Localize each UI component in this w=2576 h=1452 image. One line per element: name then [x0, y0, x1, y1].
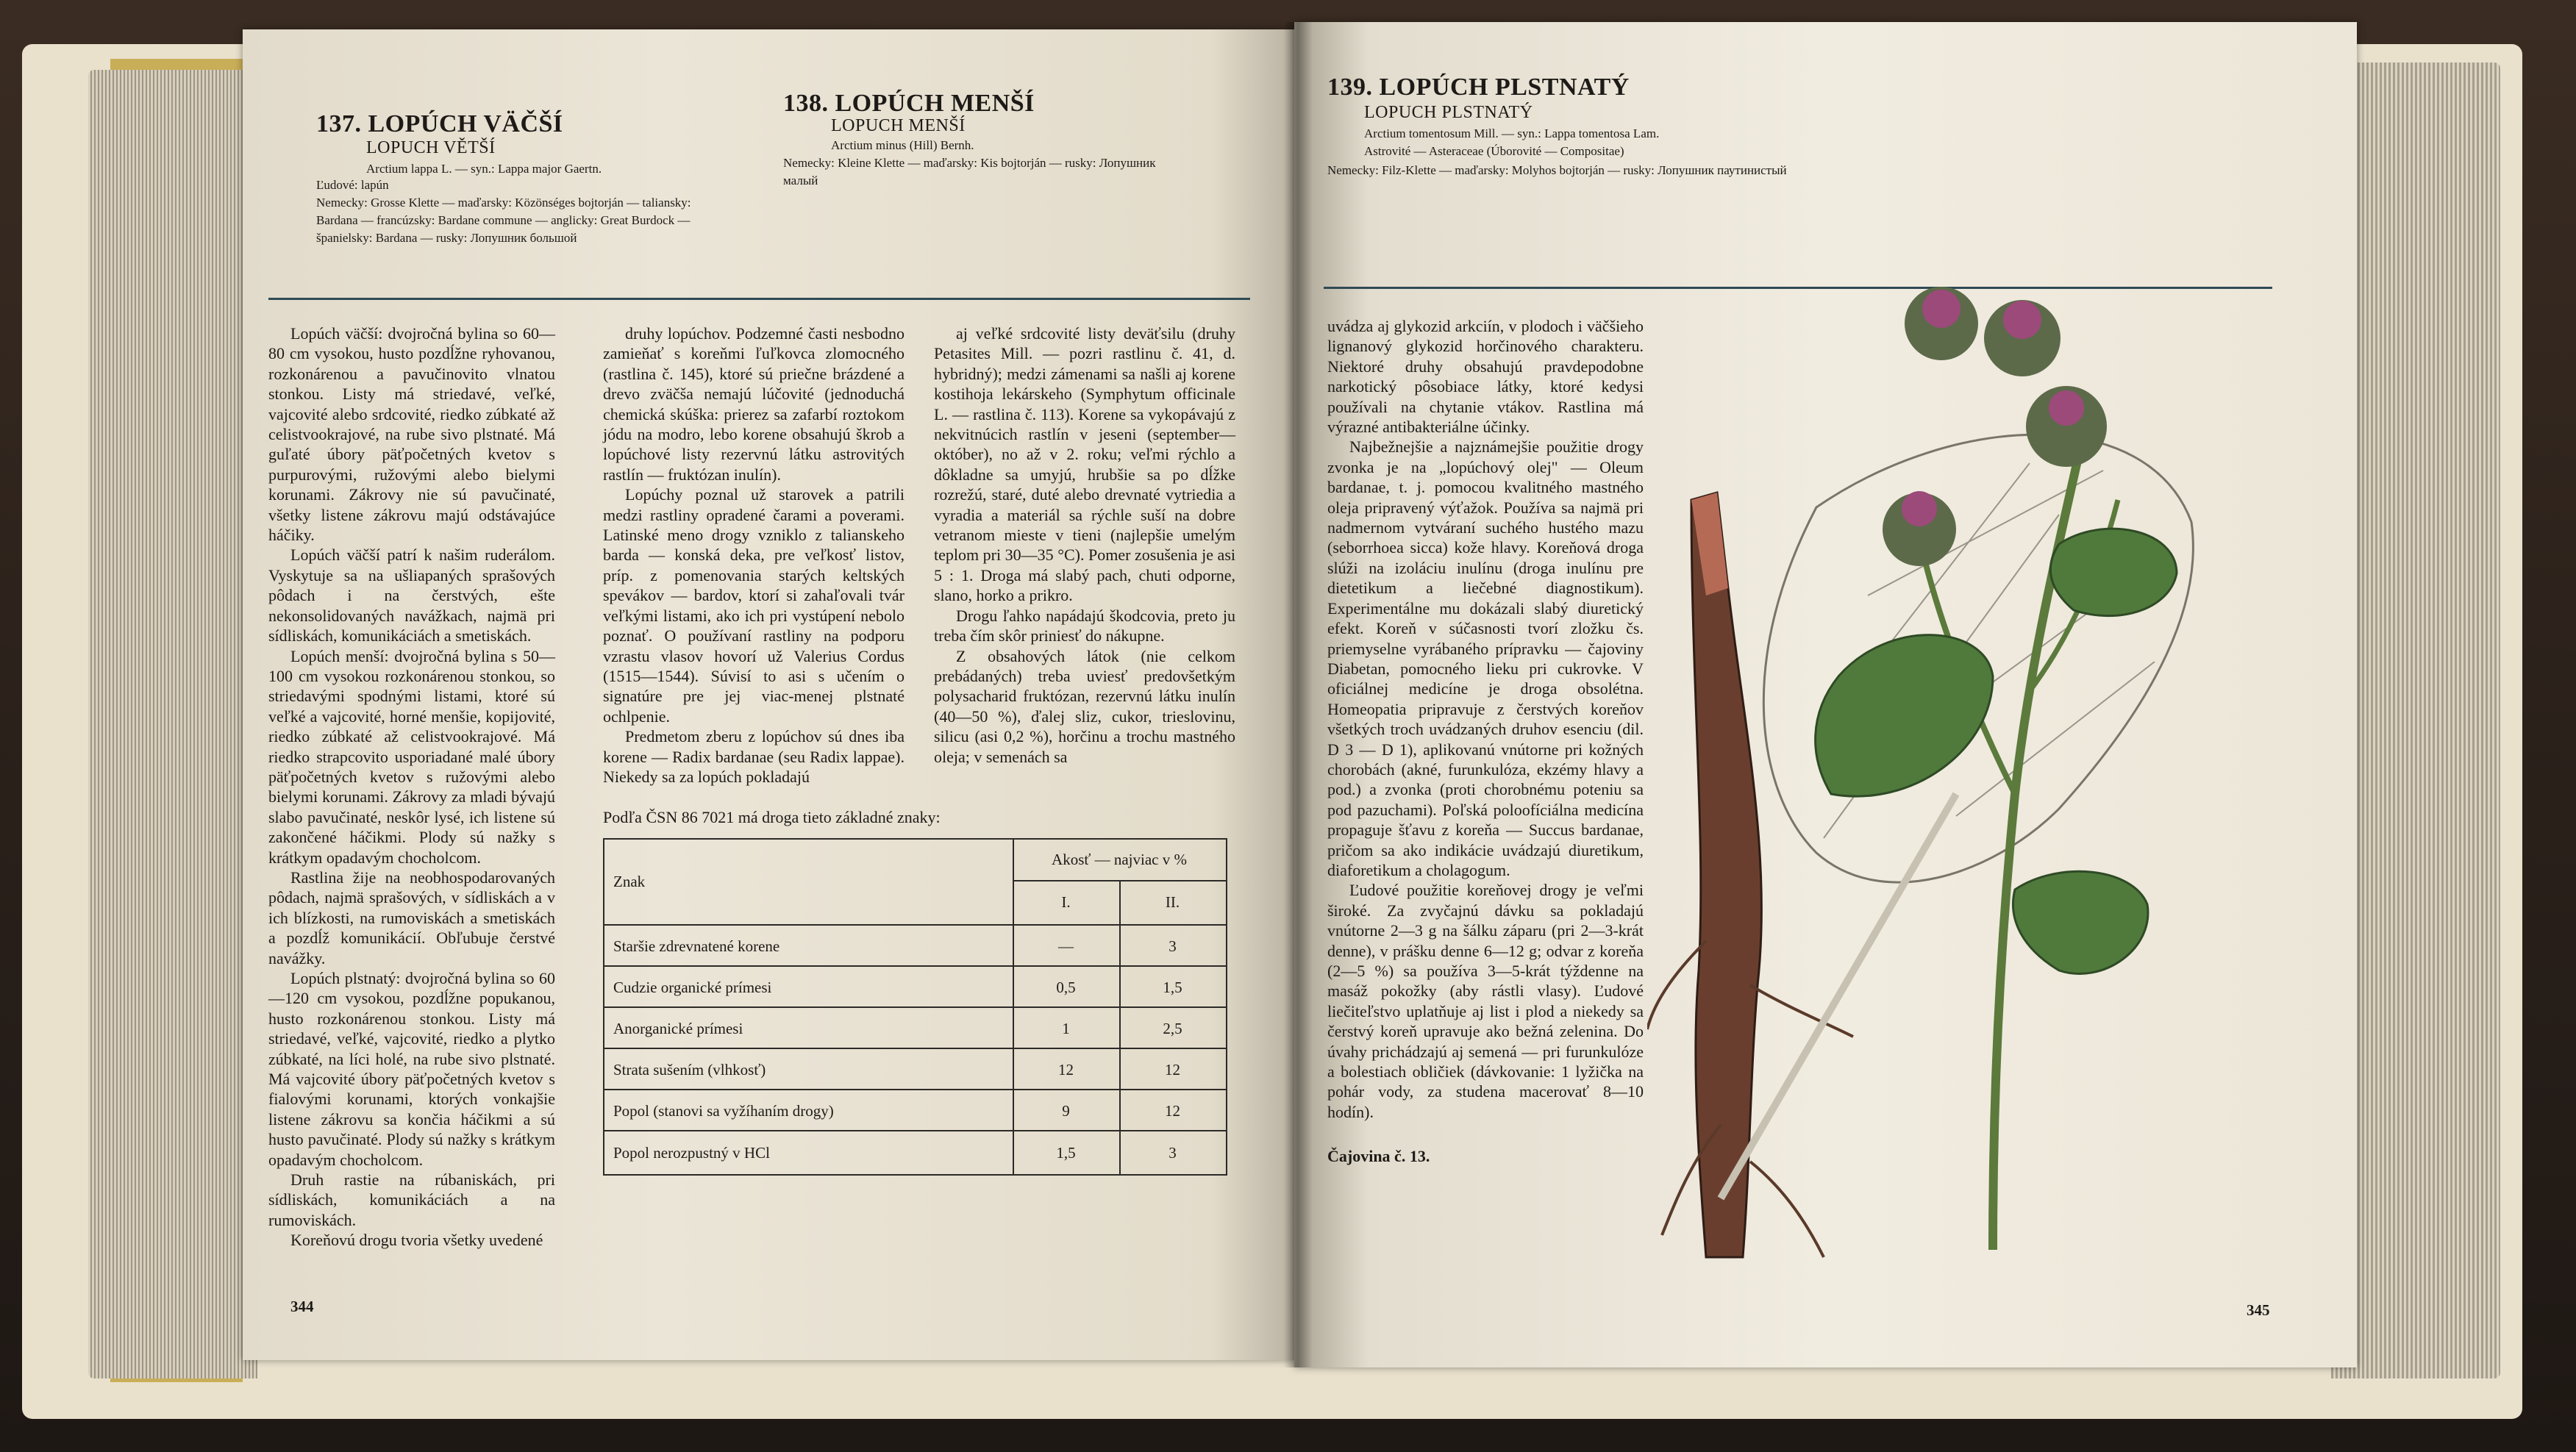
flower-bloom: [1922, 290, 1960, 328]
entry-137-latin: Arctium lappa L. — syn.: Lappa major Gaertn.: [366, 162, 602, 176]
table-cell-grade-1: 1: [1062, 1019, 1070, 1037]
entry-138-subtitle: LOPUCH MENŠÍ: [831, 116, 966, 135]
entry-139-title: 139. LOPÚCH PLSTNATÝ: [1327, 74, 1630, 101]
entry-137-names-1: Nemecky: Grosse Klette — maďarsky: Közönséges bojtorján — taliansky:: [316, 196, 691, 210]
flower-bloom: [2003, 301, 2041, 339]
entry-138-names-1: Nemecky: Kleine Klette — maďarsky: Kis bojtorján — rusky: Лопушник: [783, 156, 1156, 170]
table-row: [604, 965, 1226, 1008]
paragraph: aj veľké srdcovité listy deväťsilu (druhy Petasites Mill. — pozri rastlinu č. 41, d. hybridný); medzi zámenami sa našli aj korene kostihoja lekárskeho (Symphytum officinale L. — rastlina č. 113). Korene sa vykopávajú z nekvitnúcich rastlín v jeseni (september—október), no až v 2. roku; veľmi rýchlo a dôkladne sa umyjú, hrubšie sa po dĺžke rozrežú, staré, duté alebo drevnaté vytriedia a vyradia a materiál sa rýchle suší na dobre vetranom mieste v tieni (najlepšie umelým teplom pri 30—35 °C). Pomer zosušenia je asi 5 : 1. Droga má slabý pach, chuti odporne, slano, horko a prikro.: [934, 324, 1235, 605]
flower-bloom: [2049, 390, 2084, 426]
paragraph: Druh rastie na rúbaniskách, pri sídliskách, komunikáciách a na rumoviskách.: [268, 1170, 555, 1229]
table-cell-grade-1: 12: [1058, 1060, 1074, 1079]
paragraph: Lopúch väčší patrí k našim ruderálom. Vyskytuje sa na ušliapaných sprašových pôdach i na čerstvých, ešte nekonsolidovaných navážkach, najmä pri sídliskách, komunikáciách a smetiskách.: [268, 546, 555, 645]
entry-137-title: 137. LOPÚCH VÄČŠÍ: [316, 110, 563, 137]
table-cell-grade-2: 12: [1165, 1101, 1180, 1120]
entry-138-title: 138. LOPÚCH MENŠÍ: [783, 90, 1035, 117]
page-number-left: 344: [290, 1298, 314, 1315]
table-header-znak: Znak: [613, 873, 646, 890]
table-cell-name: Popol nerozpustný v HCl: [613, 1143, 770, 1162]
tea-reference: Čajovina č. 13.: [1327, 1147, 1430, 1165]
text-column-3: [934, 323, 1235, 767]
table-cell-name: Popol (stanovi sa vyžíhaním drogy): [613, 1101, 834, 1120]
left-page-stack: [88, 70, 257, 1378]
entry-137-names-3: španielsky: Bardana — rusky: Лопушник большой: [316, 231, 577, 245]
green-leaf: [1816, 635, 1993, 796]
text-column-1: [268, 323, 555, 1251]
table-header-group: Akosť — najviac v %: [1052, 851, 1187, 868]
table-cell-grade-1: 9: [1062, 1101, 1070, 1120]
table-cell-grade-2: 12: [1165, 1060, 1180, 1079]
table-cell-grade-1: —: [1058, 937, 1074, 955]
entry-138-latin: Arctium minus (Hill) Bernh.: [831, 138, 974, 152]
entry-137-folk: Ľudové: lapún: [316, 178, 389, 192]
table-cell-grade-2: 1,5: [1163, 978, 1182, 996]
table-row: [604, 1130, 1226, 1174]
paragraph: druhy lopúchov. Podzemné časti nesbodno zamieňať s koreňmi ľuľkovca zlomocného (rastlina č. 145), ktoré sú priečne brázdené a drevo zväčša nemajú lúčovité (jednoduchá chemická skúška: prierez sa zafarbí roztokom jódu na modro, lebo korene obsahujú škrob a lopúchové listy rezervnú látku astrovitých rastlín — fruktózan inulín).: [603, 324, 905, 484]
page-number-right: 345: [2247, 1301, 2270, 1319]
table-row: [604, 1089, 1226, 1131]
table-cell-name: Cudzie organické prímesi: [613, 978, 772, 996]
paragraph: Lopúchy poznal už starovek a patrili medzi rastliny opradené čarami a poverami. Latinské meno drogy vzniklo z talianskeho barda — konská deka, pre veľkosť listov, príp. z pomenovania starých keltských spevákov — bardov, ktorí si zahaľovali tvár veľkými listami, ako ich pri vystúpení nebolo poznať. O používaní rastliny na podporu vzrastu vlasov hovorí už Valerius Cordus (1515—1544). Súvisí to asi s učením o signatúre pre jej viac-menej plstnaté ochlpenie.: [603, 485, 905, 726]
quality-table: [603, 838, 1227, 1176]
paragraph: Ľudové použitie koreňovej drogy je veľmi široké. Za zvyčajnú dávku sa pokladajú vnútorne 2—3 g na šálku záparu (pri 2—3-krát denne), v prášku denne 6—12 g; odvar z koreňa (2—5 %) sa používa 3—5-krát týždenne na masáž pokožky (aby rástli vlasy). Ľudové liečiteľstvo uplatňuje aj list i plod a niekedy sa čerstvý koreň upravuje ako bežná zelenina. Do úvahy prichádzajú aj semená — pri furunkulóze a bolestiach obličiek (dávkovanie: 1 lyžička na pohár vody, za studena macerovať 8—10 hodín).: [1327, 881, 1644, 1121]
paragraph: Koreňovú drogu tvoria všetky uvedené: [290, 1231, 543, 1250]
table-cell-grade-1: 0,5: [1056, 978, 1076, 996]
paragraph: Z obsahových látok (nie celkom prebádaných) treba uviesť predovšetkým polysacharid fruktózan, rezervnú látku inulín (40—50 %), ďalej sliz, cukor, trieslovinu, silicu (asi 0,2 %), horčinu a trochu mastného oleja; v semenách sa: [934, 646, 1235, 766]
book-gutter: [1283, 22, 1313, 1367]
table-header-grade-2: II.: [1165, 893, 1180, 911]
paragraph: Lopúch menší: dvojročná bylina s 50—100 cm vysokou rozkonárenou stonkou, so striedavými spodnými listami, ktoré sú veľké a vajcovité, horné menšie, kopijovité, riedko zúbkaté až celistvookrajové. Má riedko strapcovito usporiadané malé úbory päťpočetných kvetov s ružovými alebo bielymi korunami. Zákrovy za mladi bývajú slabo pavučinaté, neskôr lysé, ich listene sú zakončené háčikmi. Plody sú nažky s krátkym opadavým chocholcom.: [268, 646, 555, 867]
burdock-illustration: [1647, 279, 2206, 1294]
entry-139-names: Nemecky: Filz-Klette — maďarsky: Molyhos bojtorján — rusky: Лопушник паутинистый: [1327, 163, 1787, 177]
entry-139-latin: Arctium tomentosum Mill. — syn.: Lappa tomentosa Lam.: [1364, 126, 1660, 140]
green-leaf: [2050, 529, 2177, 615]
table-header-grade-1: I.: [1061, 893, 1071, 911]
entry-139-subtitle: LOPUCH PLSTNATÝ: [1364, 103, 1533, 122]
text-column-right: [1327, 316, 1644, 1122]
table-cell-name: Staršie zdrevnatené korene: [613, 937, 780, 955]
table-cell-grade-2: 3: [1169, 1143, 1177, 1162]
table-cell-grade-2: 2,5: [1163, 1019, 1182, 1037]
table-intro: Podľa ČSN 86 7021 má droga tieto základné znaky:: [603, 808, 941, 826]
flower-bloom: [1902, 491, 1937, 526]
table-cell-name: Strata sušením (vlhkosť): [613, 1060, 766, 1079]
entry-139-family: Astrovité — Asteraceae (Úborovité — Compositae): [1364, 144, 1624, 158]
paragraph: Lopúch plstnatý: dvojročná bylina so 60—120 cm vysokou, pozdĺžne popukanou, husto rozkonárenou stonkou. Listy má striedavé, veľké, vajcovité, riedko a plytko zúbkaté, na líci holé, na rube sivo plstnaté. Má vajcovité úbory päťpočetných kvetov s fialovými korunami, ktorých vonkajšie listene zákrovu sa končia háčikmi a sú husto pavučinaté. Plody sú nažky s krátkym opadavým chocholcom.: [268, 969, 555, 1169]
entry-137-subtitle: LOPUCH VĚTŠÍ: [366, 138, 496, 157]
paragraph: uvádza aj glykozid arkciín, v plodoch i väčšieho lignanový glykozid horčinového charakteru. Niektoré druhy obsahujú pravdepodobne narkotický pôsobiace látky, ktoré kedysi používali na chytanie vtákov. Rastlina má výrazné antibakteriálne účinky.: [1327, 317, 1644, 437]
paragraph: Drogu ľahko napádajú škodcovia, preto ju treba čím skôr priniesť do nákupne.: [934, 606, 1235, 645]
text-column-2: [603, 323, 905, 787]
table-cell-grade-1: 1,5: [1056, 1143, 1076, 1162]
header-rule: [268, 298, 1250, 300]
table-cell-grade-2: 3: [1169, 937, 1177, 955]
table-row: [604, 1048, 1226, 1090]
left-page: [243, 29, 1294, 1360]
paragraph: Najbežnejšie a najznámejšie použitie drogy zvonka je na „lopúchový olej" — Oleum bardanae, t. j. pomocou kvalitného mastného oleja pripravený výťažok. Používa sa najmä pri nadmernom vytváraní suchého hustého mazu (seborrhoea sicca) kože hlavy. Koreňová droga slúži na izoláciu inulínu (droga inulínu pre dietetikum a liečebné diagnostikum). Experimentálne mu dokázali slabý diuretický efekt. Koreň v súčasnosti tvorí zložku čs. priemyselne vyrábaného prípravku — čajoviny Diabetan, pomocného lieku pri cukrovke. V oficiálnej medicíne je droga obsolétna. Homeopatia pripravuje z čerstvých koreňov všetkých troch uvádzaných druhov esenciu (dil. D 3 — D 1), aplikovanú vnútorne pri kožných chorobách (akné, furunkulóza, ekzémy hlavy a pod.) a zvonka (proti chorobnému poteniu sa pod pazuchami). Poľská poloofíciálna medicína propaguje šťavu z koreňa — Succus bardanae, pričom sa ako indikácie uvádzajú diuretikum, diaforetikum a cholagogum.: [1327, 437, 1644, 879]
entry-138-names-2: малый: [783, 174, 818, 187]
table-cell-name: Anorganické prímesi: [613, 1019, 743, 1037]
paragraph: Lopúch väčší: dvojročná bylina so 60—80 cm vysokou, husto pozdĺžne ryhovanou, rozkonárenou a pavučinovito vlnatou stonkou. Listy má striedavé, veľké, vajcovité alebo srdcovité, riedko zúbkaté až celistvookrajové, na rube sivo plstnaté. Má guľaté úbory päťpočetných kvetov s purpurovými, ružovými alebo bielymi korunami. Zákrovy nie sú pavučinaté, všetky listene zákrovu majú odstávajúce háčiky.: [268, 324, 555, 545]
green-leaf: [2013, 871, 2148, 973]
paragraph: Predmetom zberu z lopúchov sú dnes iba korene — Radix bardanae (seu Radix lappae). Niekedy sa za lopúch pokladajú: [603, 727, 905, 786]
table-row: [604, 924, 1226, 967]
entry-137-names-2: Bardana — francúzsky: Bardane commune — anglicky: Great Burdock —: [316, 213, 691, 227]
paragraph: Rastlina žije na neobhospodarovaných pôdach, najmä sprašových, v sídliskách a v ich blízkosti, na rumoviskách a smetiskách a pozdĺž komunikácií. Obľubuje čerstvé navážky.: [268, 868, 555, 968]
table-row: [604, 1006, 1226, 1049]
